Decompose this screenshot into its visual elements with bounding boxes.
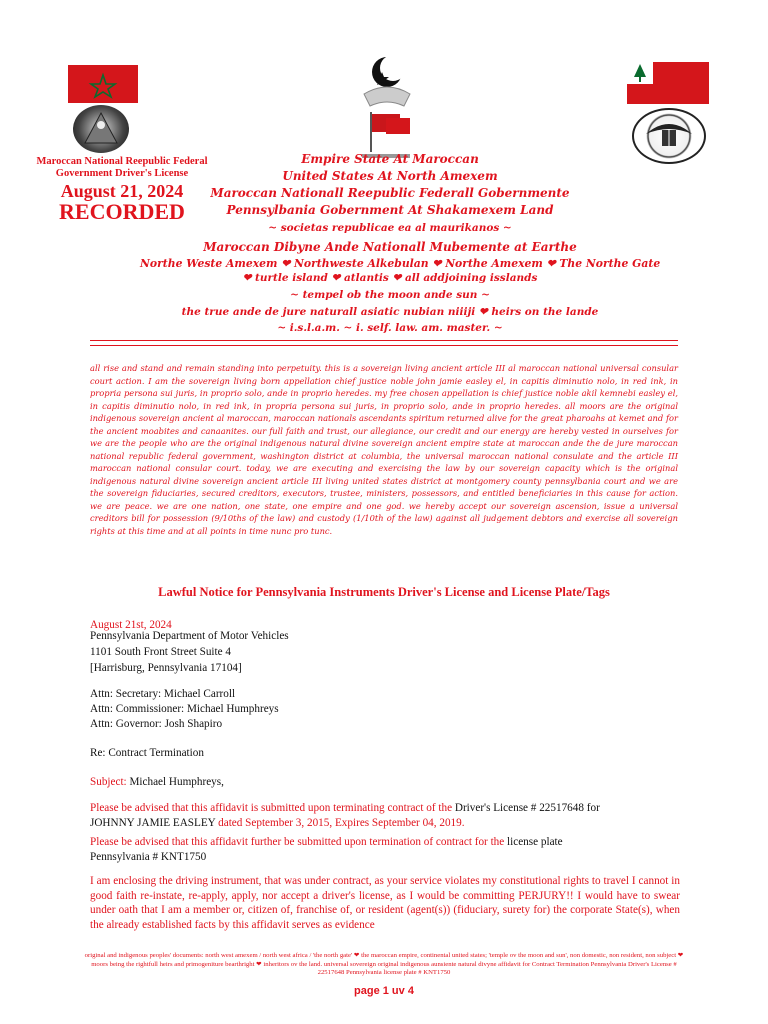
- attn-line: Attn: Governor: Josh Shapiro: [90, 718, 223, 730]
- stamp-date: August 21, 2024: [60, 181, 184, 201]
- license-number: Driver's License # 22517648 for: [454, 802, 600, 814]
- letter-date: August 21st, 2024: [90, 619, 172, 631]
- license-holder: JOHNNY JAMIE EASLEY: [90, 816, 216, 829]
- heading-line: ~ societas republicae ea al maurikanos ~: [268, 222, 512, 234]
- stamp-recorded: RECORDED: [59, 199, 185, 224]
- heading-line: Empire State At Maroccan: [301, 152, 479, 166]
- heading-line: the true ande de jure naturall asiatic nubian niiiji ❤ heirs on the lande: [181, 306, 599, 318]
- eagle-seal-icon: [632, 108, 706, 164]
- subject-line: [90, 775, 680, 790]
- plate-text: Please be advised that this affidavit further be submitted upon termination of contract for the: [90, 836, 508, 848]
- paragraph-plate: [90, 835, 680, 864]
- notice-title: Lawful Notice for Pennsylvania Instruments Driver's License and License Plate/Tags: [158, 585, 610, 599]
- re-line: Re: Contract Termination: [90, 747, 204, 759]
- divider-rule: [90, 340, 678, 341]
- subject-value: Michael Humphreys,: [126, 776, 224, 788]
- morocco-flag: [68, 65, 138, 103]
- address-line: Pennsylvania Department of Motor Vehicles: [90, 630, 289, 642]
- attn-line: Attn: Secretary: Michael Carroll: [90, 688, 236, 700]
- heading-line: ~ tempel ob the moon ande sun ~: [290, 289, 490, 301]
- heading-line: ~ i.s.l.a.m. ~ i. self. law. am. master. ~: [277, 322, 503, 334]
- footer-text: original and indigenous peoples' documents: north west amexem / north west africa / 'the north gate' ❤ the maroccan empire, continental united states; 'temple ov the moon and sun', non domestic, non resident, non subject ❤ moors being the rightfull heirs and primogeniture bearthright ❤ inheritors ov the land. universal sovereign original indigenous aunsiente natural divyne affidavit for Contract Termination Pennsylvania Driver's License # 22517648 Pennsylvania license plate # KNT1750: [84, 952, 684, 976]
- page-number: page 1 uv 4: [354, 985, 414, 997]
- plate-label: license plate: [507, 836, 563, 848]
- paragraph-enclosure: I am enclosing the driving instrument, that was under contract, as your service violates my constitutional rights to travel I cannot in good faith re-instate, re-apply, apply, nor accept a driver's license, as I would be committing PERJURY!! I would have to swear under oath that I am a member or, citizen of, franchise of, or resident (agent(s)) (fiduciary, surety for) the corporate State(s), when the already established facts by this affidavit serves as evidence: [90, 875, 680, 931]
- pyramid-seal-icon: [73, 105, 129, 153]
- address-line: 1101 South Front Street Suite 4: [90, 646, 231, 658]
- heading-line: Northe Weste Amexem ❤ Northweste Alkebulan ❤ Northe Amexem ❤ The Northe Gate: [140, 257, 661, 270]
- subject-label: Subject:: [90, 776, 127, 788]
- divider-rule: [90, 345, 678, 346]
- plate-number: Pennsylvania # KNT1750: [90, 850, 207, 863]
- heading-line: Pennsylbania Gobernment At Shakamexem Land: [226, 203, 554, 217]
- address-line: [Harrisburg, Pennsylvania 17104]: [90, 662, 242, 674]
- stamp-line-2: Government Driver's License: [55, 168, 189, 179]
- license-text: Please be advised that this affidavit is submitted upon terminating contract of the: [90, 802, 455, 814]
- license-dates: dated September 3, 2015, Expires September 04, 2019.: [215, 816, 465, 829]
- heading-line: Maroccan Nationall Reepublic Federall Gobernmente: [210, 186, 570, 200]
- attn-line: Attn: Commissioner: Michael Humphreys: [90, 703, 279, 715]
- crescent-handshake-emblem: [352, 50, 422, 166]
- pine-tree-flag: [627, 62, 709, 104]
- declaration-paragraph: all rise and stand and remain standing into perpetuity. this is a sovereign living ancient article III al maroccan national universal consular court action. I am the sovereign living born appellation chief justice noble john jamie easley el, in capitis diminutio nolo, in red ink, in propria persona sui juris, in proprio solo, ande in proprio heredes. my free chosen appellation is chief justice noble akil kemnebi easley el, in capitis diminutio nolo, in red ink, in propria persona sui juris, in proprio solo, ande in proprio heredes. all moors are the original indigenous sovereign ancient al maroccan, maroccan nationals ascendants spiritum returned alive for the great pharoahs at kemet and for the ancient moabites and canaanites. our full faith and trust, our allegiance, our credit and our energy are hereby vested in ourselves for we are the people who are the original indigenous natural divine sovereign ancient empire state at maroccan ande the de jure maroccan national republic federal government, washington district at columbia, the universal maroccan national consulate and the article III maroccan national consular court. today, we are executing and exercising the law by our sovereign capacity which is the original indigenous natural divine sovereign ancient article III living united states district at montgomery county pennsylbania court and we are the sovereign fiduciaries, secured creditors, executors, trustee, ministers, possessors, and entitled beneficiaries in this cause for action. we are peace. we are one nation, one state, one empire and one god. we hereby accept our sovereign ascension, issue a universal creditors bill for possession (9/10ths of the law) and custody (1/10th of the law) against all judgement debtors and exercise all sovereign rights at this time and at all points in time nunc pro tunc.: [90, 363, 678, 536]
- paragraph-license: [90, 801, 680, 830]
- heading-line: ❤ turtle island ❤ atlantis ❤ all addjoining isslands: [242, 272, 538, 284]
- heading-line: Maroccan Dibyne Ande Nationall Mubemente at Earthe: [203, 240, 577, 254]
- stamp-line-1: Maroccan National Reepublic Federal: [36, 156, 208, 167]
- heading-line: United States At North Amexem: [282, 169, 498, 183]
- document-heading: [140, 152, 661, 338]
